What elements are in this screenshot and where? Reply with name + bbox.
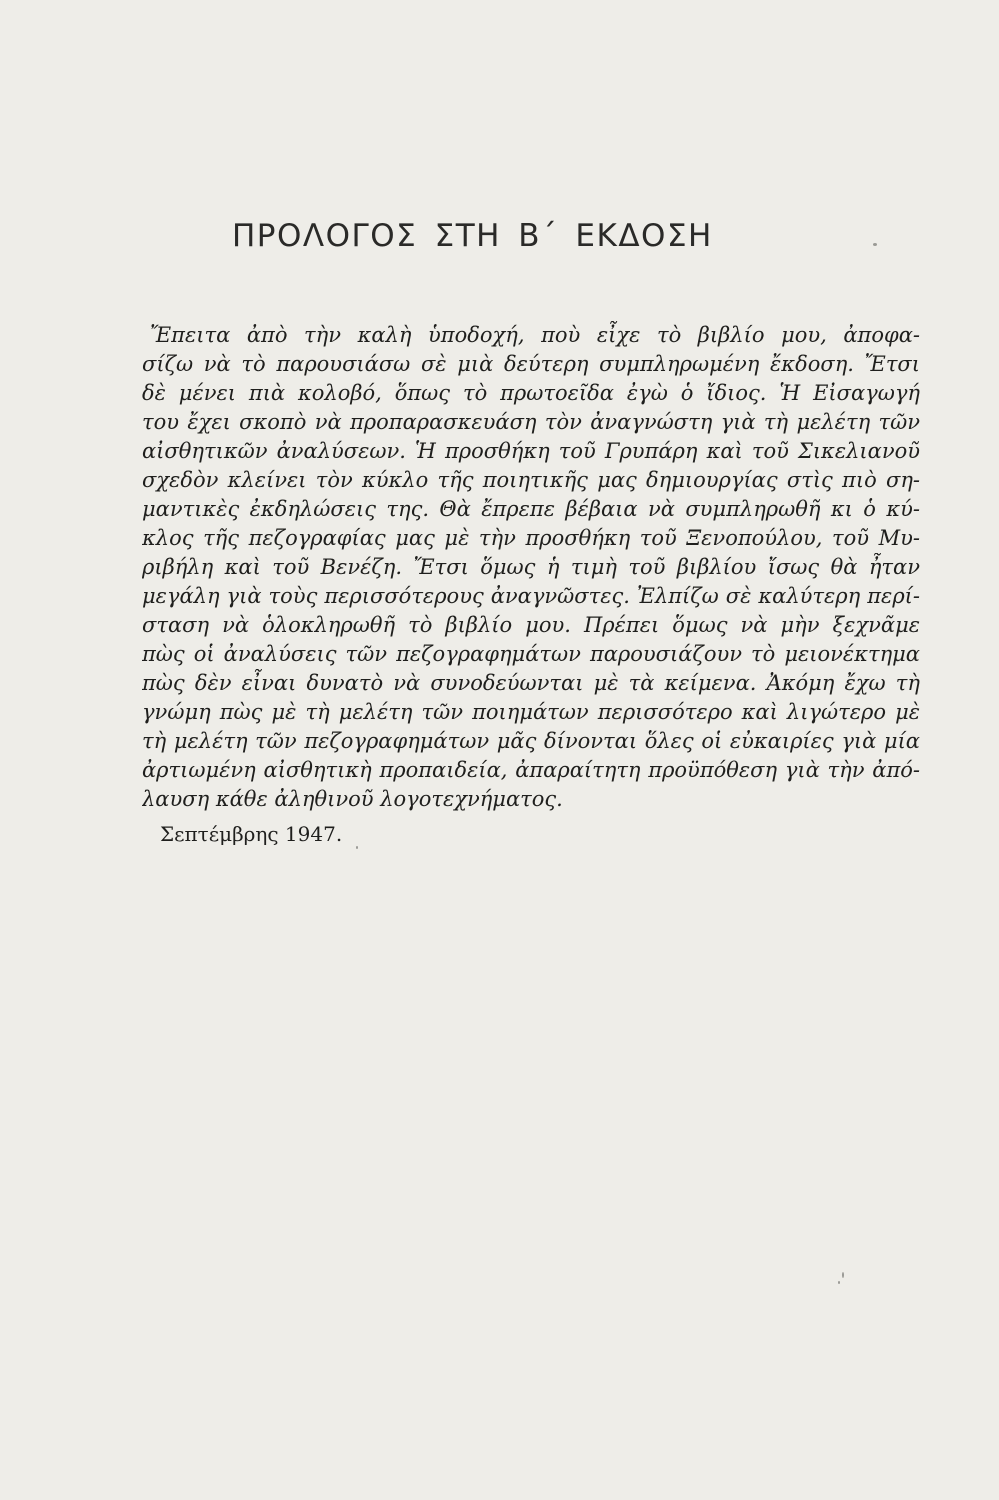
text-line: Ἔπειτα ἀπὸ τὴν καλὴ ὑποδοχή, ποὺ εἶχε τὸ βιβλίο μου, ἀποφα- (150, 323, 920, 347)
text-line: ἀρτιωμένη αἰσθητικὴ προπαιδεία, ἀπαραίτητη προϋπόθεση γιὰ τὴν ἀπό- (142, 758, 920, 782)
paper-speck (842, 1272, 844, 1278)
text-line: ριβήλη καὶ τοῦ Βενέζη. Ἔτσι ὅμως ἡ τιμὴ τοῦ βιβλίου ἴσως θὰ ἦταν (142, 555, 920, 579)
text-line: πὼς οἱ ἀναλύσεις τῶν πεζογραφημάτων παρουσιάζουν τὸ μειονέκτημα (142, 642, 920, 666)
text-line: λαυση κάθε ἀληθινοῦ λογοτεχνήματος. (142, 787, 563, 811)
paper-speck (838, 1281, 840, 1284)
page-title: ΠΡΟΛΟΓΟΣ ΣΤΗ Β΄ ΕΚΔΟΣΗ (232, 218, 713, 254)
preface-body (142, 321, 920, 814)
paper-speck (356, 846, 358, 849)
text-line: κλος τῆς πεζογραφίας μας μὲ τὴν προσθήκη τοῦ Ξενοπούλου, τοῦ Μυ- (142, 526, 920, 550)
text-line: σχεδὸν κλείνει τὸν κύκλο τῆς ποιητικῆς μας δημιουργίας στὶς πιὸ ση- (142, 468, 920, 492)
text-line: σταση νὰ ὁλοκληρωθῆ τὸ βιβλίο μου. Πρέπει ὅμως νὰ μὴν ξεχνᾶμε (142, 613, 920, 637)
text-line: μεγάλη γιὰ τοὺς περισσότερους ἀναγνῶστες. Ἐλπίζω σὲ καλύτερη περί- (142, 584, 920, 608)
text-line: γνώμη πὼς μὲ τὴ μελέτη τῶν ποιημάτων περισσότερο καὶ λιγώτερο μὲ (142, 700, 920, 724)
text-line: αἰσθητικῶν ἀναλύσεων. Ἡ προσθήκη τοῦ Γρυπάρη καὶ τοῦ Σικελιανοῦ (142, 439, 920, 463)
text-line: δὲ μένει πιὰ κολοβό, ὅπως τὸ πρωτοεῖδα ἐγὼ ὁ ἴδιος. Ἡ Εἰσαγωγή (142, 381, 920, 405)
dateline: Σεπτέμβρης 1947. (160, 822, 343, 846)
text-line: του ἔχει σκοπὸ νὰ προπαρασκευάση τὸν ἀναγνώστη γιὰ τὴ μελέτη τῶν (142, 410, 920, 434)
text-line: μαντικὲς ἐκδηλώσεις της. Θὰ ἔπρεπε βέβαια νὰ συμπληρωθῆ κι ὁ κύ- (142, 497, 920, 521)
text-line: πὼς δὲν εἶναι δυνατὸ νὰ συνοδεύωνται μὲ τὰ κείμενα. Ἀκόμη ἔχω τὴ (142, 671, 920, 695)
text-line: τὴ μελέτη τῶν πεζογραφημάτων μᾶς δίνονται ὅλες οἱ εὐκαιρίες γιὰ μία (142, 729, 920, 753)
paper-speck (873, 243, 877, 246)
text-line: σίζω νὰ τὸ παρουσιάσω σὲ μιὰ δεύτερη συμπληρωμένη ἔκδοση. Ἔτσι (142, 352, 920, 376)
